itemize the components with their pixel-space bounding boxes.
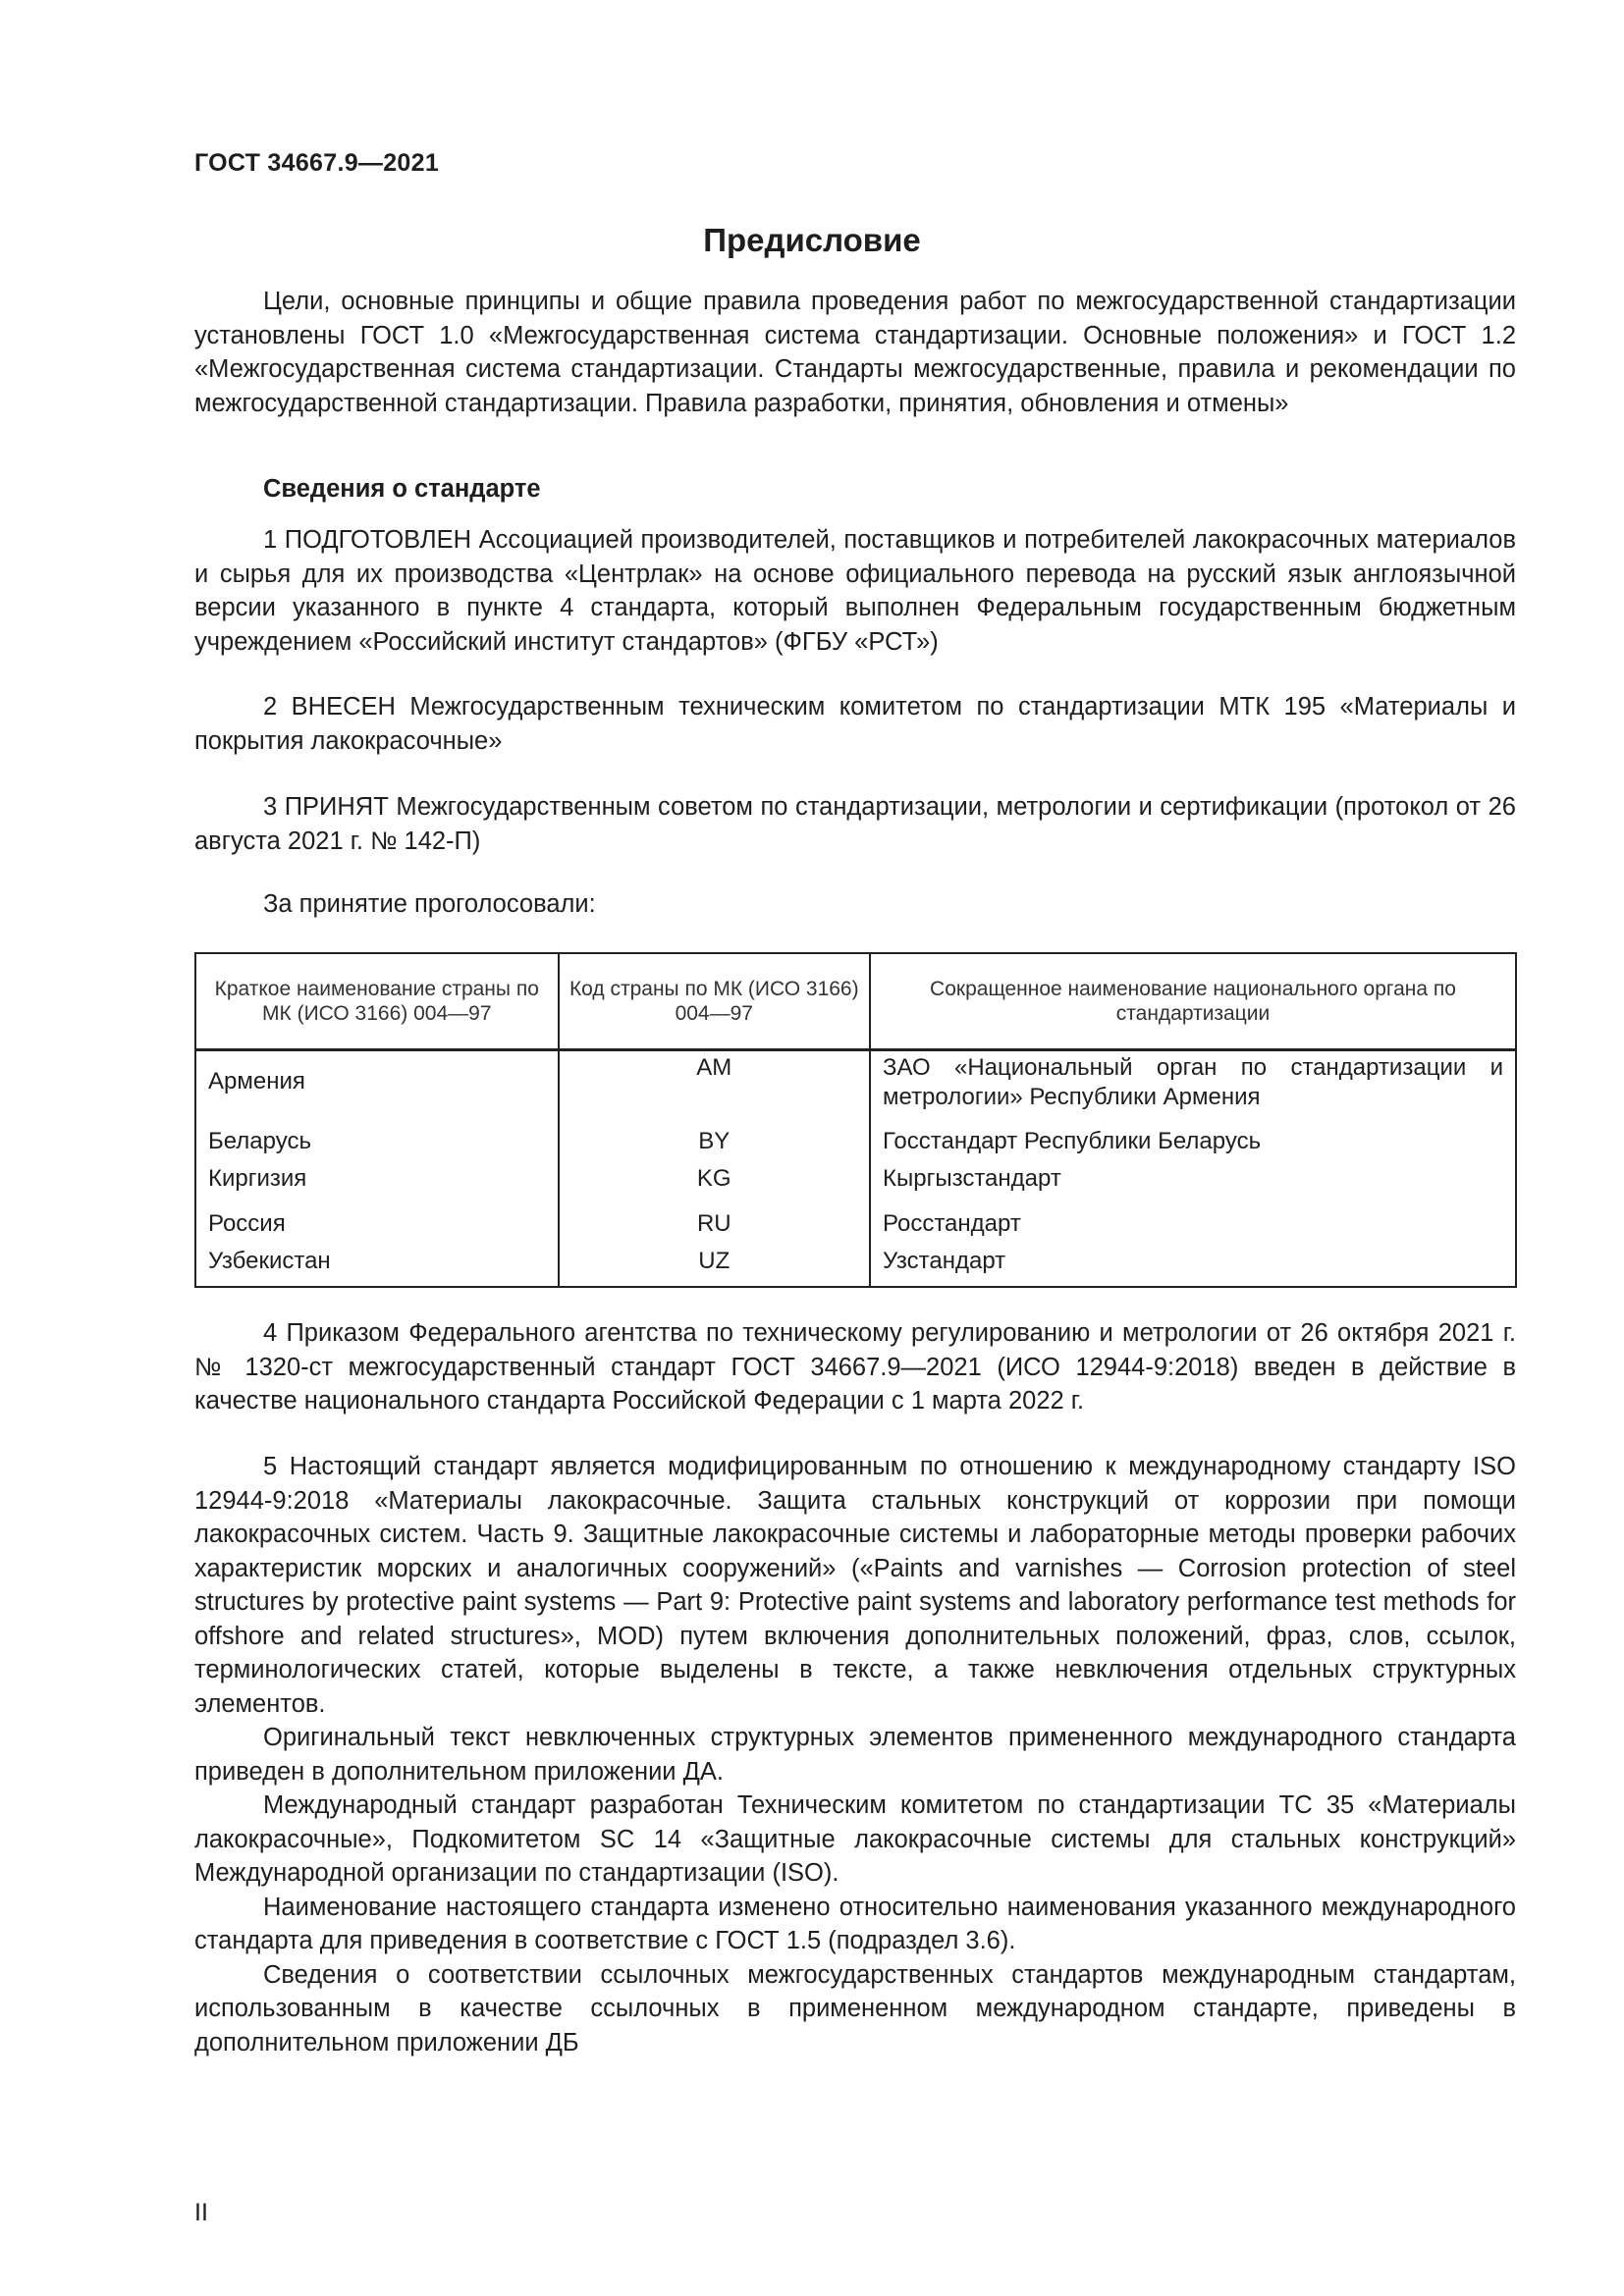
- item-2-paragraph: 2 ВНЕСЕН Межгосударственным техническим комитетом по стандартизации МТК 195 «Материалы и покрытия лакокрасочные»: [194, 693, 1516, 755]
- header-country-code: Код страны по МК (ИСО 3166) 004—97: [559, 953, 870, 1050]
- org-cell: ЗАО «Национальный орган по стандартизации и метрологии» Республики Армения: [870, 1050, 1516, 1125]
- code-cell: UZ: [559, 1245, 870, 1288]
- item-3-paragraph: 3 ПРИНЯТ Межгосударственным советом по стандартизации, метрологии и сертификации (протокол от 26 августа 2021 г. № 142-П): [194, 793, 1516, 855]
- org-cell: Узстандарт: [870, 1245, 1516, 1288]
- item-1-paragraph: 1 ПОДГОТОВЛЕН Ассоциацией производителей, поставщиков и потребителей лакокрасочных материалов и сырья для их производства «Центрлак» на основе официального перевода на русский язык англоязычной версии указанного в пункте 4 стандарта, который выполнен Федеральным государственным бюджетным учреждением «Российский институт стандартов» (ФГБУ «РСТ»): [194, 526, 1516, 656]
- intro-block: [194, 285, 1516, 420]
- code-cell: RU: [559, 1207, 870, 1245]
- table-header-row: [195, 953, 1516, 1050]
- item-4-paragraph: 4 Приказом Федерального агентства по техническому регулированию и метрологии от 26 октября 2021 г. № 1320-ст межгосударственный стандарт ГОСТ 34667.9—2021 (ИСО 12944-9:2018) введен в действие в качестве национального стандарта Российской Федерации с 1 марта 2022 г.: [194, 1319, 1516, 1415]
- table-row: [195, 1207, 1516, 1245]
- table-row: [195, 1245, 1516, 1288]
- code-cell: AM: [559, 1050, 870, 1125]
- member-states-table: [194, 952, 1517, 1288]
- item-4-block: [194, 1316, 1516, 1418]
- item-5-annex-db-paragraph: Сведения о соответствии ссылочных межгосударственных стандартов международным стандартам, использованным в качестве ссылочных в примененном международном стандарте, приведены в дополнительном приложении ДБ: [194, 1960, 1516, 2056]
- item-5-annex-da-paragraph: Оригинальный текст невключенных структурных элементов примененного международного стандарта приведен в дополнительном приложении ДА.: [194, 1724, 1516, 1786]
- country-cell: Россия: [195, 1207, 559, 1245]
- item-5-block: [194, 1450, 1516, 2059]
- item-5-paragraph: 5 Настоящий стандарт является модифицированным по отношению к международному стандарту ISO 12944-9:2018 «Материалы лакокрасочные. Защита стальных конструкций от коррозии при помощи лакокрасочных систем. Часть 9. Защитные лакокрасочные системы и лабораторные методы проверки рабочих характеристик морских и аналогичных сооружений» («Paints and varnishes — Corrosion protection of steel structures by protective paint systems — Part 9: Protective paint systems and laboratory performance test methods for offshore and related structures», MOD) путем включения дополнительных положений, фраз, слов, ссылок, терминологических статей, которые выделены в тексте, а также невключения отдельных структурных элементов.: [194, 1453, 1516, 1718]
- page-title: Предисловие: [703, 222, 921, 258]
- vote-label: За принятие проголосовали:: [263, 890, 596, 918]
- section-subheading: Сведения о стандарте: [263, 475, 541, 503]
- code-cell: BY: [559, 1125, 870, 1162]
- item-2-block: [194, 690, 1516, 758]
- country-cell: Беларусь: [195, 1125, 559, 1162]
- code-cell: KG: [559, 1162, 870, 1207]
- document-id: ГОСТ 34667.9—2021: [194, 149, 440, 177]
- org-cell: Росстандарт: [870, 1207, 1516, 1245]
- org-cell: Кыргызстандарт: [870, 1162, 1516, 1207]
- table-row: [195, 1162, 1516, 1207]
- item-5-committee-paragraph: Международный стандарт разработан Техническим комитетом по стандартизации ТС 35 «Материалы лакокрасочные», Подкомитетом SC 14 «Защитные лакокрасочные системы для стальных конструкций» Международной организации по стандартизации (ISO).: [194, 1791, 1516, 1887]
- header-country-name: Краткое наименование страны по МК (ИСО 3166) 004—97: [195, 953, 559, 1050]
- country-cell: Узбекистан: [195, 1245, 559, 1288]
- table-row: [195, 1050, 1516, 1125]
- item-3-block: [194, 790, 1516, 858]
- item-5-title-change-paragraph: Наименование настоящего стандарта изменено относительно наименования указанного международного стандарта для приведения в соответствие с ГОСТ 1.5 (подраздел 3.6).: [194, 1893, 1516, 1954]
- page-number: II: [194, 2199, 208, 2226]
- header-national-body: Сокращенное наименование национального органа по стандартизации: [870, 953, 1516, 1050]
- org-cell: Госстандарт Республики Беларусь: [870, 1125, 1516, 1162]
- table-row: [195, 1125, 1516, 1162]
- country-cell: Киргизия: [195, 1162, 559, 1207]
- country-cell: Армения: [195, 1050, 559, 1125]
- intro-paragraph: Цели, основные принципы и общие правила проведения работ по межгосударственной стандартизации установлены ГОСТ 1.0 «Межгосударственная система стандартизации. Основные положения» и ГОСТ 1.2 «Межгосударственная система стандартизации. Стандарты межгосударственные, правила и рекомендации по межгосударственной стандартизации. Правила разработки, принятия, обновления и отмены»: [194, 288, 1516, 417]
- item-1-block: [194, 523, 1516, 659]
